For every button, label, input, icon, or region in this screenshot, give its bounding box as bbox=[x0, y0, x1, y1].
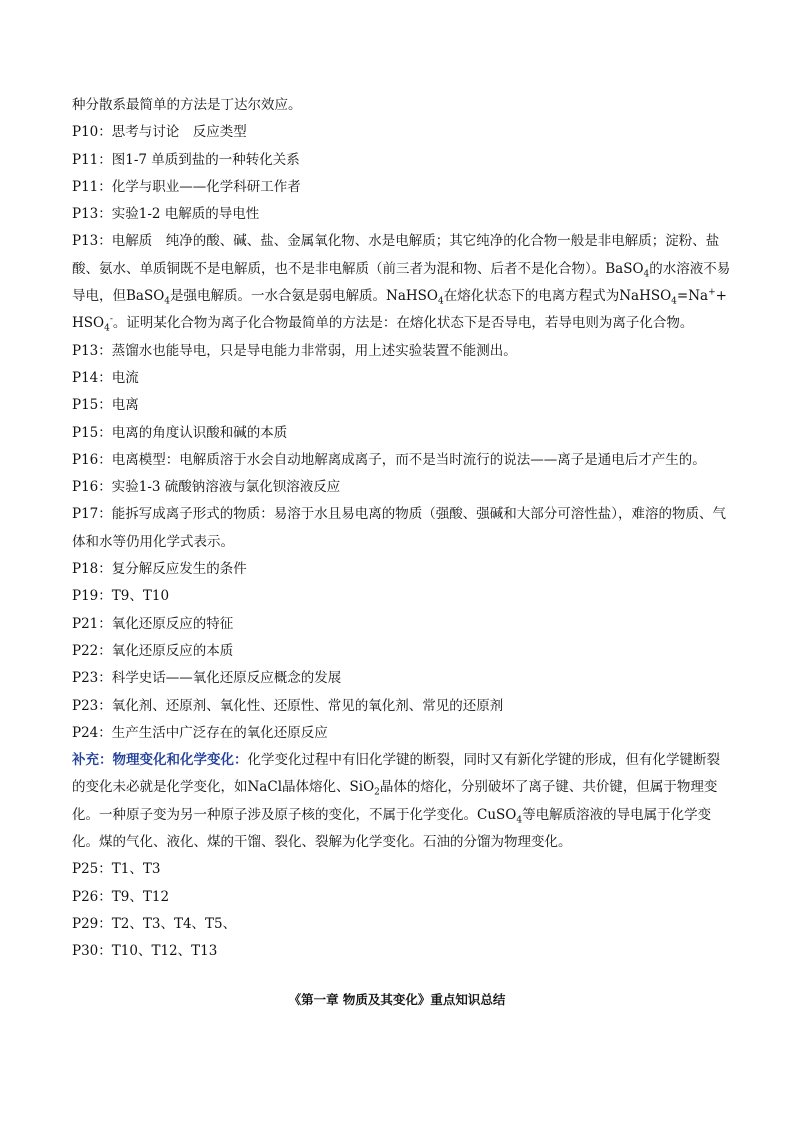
text-line: 种分散系最简单的方法是丁达尔效应。 bbox=[72, 97, 302, 113]
para-text: 是强电解质。一水合氨是弱电解质。NaHSO bbox=[170, 288, 438, 305]
electrolyte-paragraph bbox=[72, 228, 732, 337]
supplement-paragraph bbox=[72, 747, 732, 856]
text-line: P24：生产生活中广泛存在的氧化还原反应 bbox=[72, 724, 328, 741]
text-line: P22：氧化还原反应的本质 bbox=[72, 642, 234, 659]
text-line: P21：氧化还原反应的特征 bbox=[72, 615, 234, 632]
text-line: P23：氧化剂、还原剂、氧化性、还原性、常见的氧化剂、常见的还原剂 bbox=[72, 697, 504, 714]
subscript: 4 bbox=[643, 269, 650, 280]
text-line: P13：实验1-2 电解质的导电性 bbox=[72, 206, 260, 223]
text-line: P18：复分解反应发生的条件 bbox=[72, 561, 247, 578]
subscript: 4 bbox=[516, 815, 523, 826]
text-line: P11：图1-7 单质到盐的一种转化关系 bbox=[72, 151, 300, 168]
text-line: P29：T2、T3、T4、T5、 bbox=[72, 915, 237, 932]
subscript: 4 bbox=[104, 324, 110, 335]
document-body bbox=[72, 92, 732, 966]
text-line: P11：化学与职业——化学科研工作者 bbox=[72, 178, 301, 195]
para-text: 晶体的熔化，分别破坏了离子键、共价键，但属于物理变化。一种原子变为另一种原子涉及原子核的变化，不属于化学变化。CuSO bbox=[72, 779, 718, 823]
subscript: 4 bbox=[671, 296, 677, 307]
text-line: P26：T9、T12 bbox=[72, 888, 170, 905]
text-line: P30：T10、T12、T13 bbox=[72, 943, 218, 960]
superscript: + bbox=[708, 287, 716, 298]
para-text: 。证明某化合物为离子化合物最简单的方法是：在熔化状态下是否导电，若导电则为离子化合物。 bbox=[112, 315, 694, 332]
subscript: 2 bbox=[374, 788, 380, 799]
text-line: P10：思考与讨论 反应类型 bbox=[72, 124, 247, 141]
text-line: P19：T9、T10 bbox=[72, 588, 170, 605]
text-line: P13：蒸馏水也能导电，只是导电能力非常弱，用上述实验装置不能测出。 bbox=[72, 342, 517, 359]
text-line: P16：实验1-3 硫酸钠溶液与氯化钡溶液反应 bbox=[72, 479, 341, 496]
supplement-label: 补充：物理变化和化学变化： bbox=[72, 752, 248, 769]
text-line: P15：电离 bbox=[72, 397, 139, 414]
para-text: P13：电解质 纯净的酸、碱、盐、金属氧化物、水是电解质；其它纯净的化合物一般是非电解质；淀粉、盐酸、氨水、单质铜既不是电解质，也不是非电解质（前三者为混和物、后者不是化合物）。BaSO bbox=[72, 233, 720, 277]
para-text: 化学变化过程中有旧化学键的断裂，同时又有新化学键的形成，但有化学键断裂的变化未必就是化学变化，如NaCl晶体熔化、SiO bbox=[72, 752, 720, 796]
text-line: P23：科学史话——氧化还原反应概念的发展 bbox=[72, 670, 342, 687]
superscript: - bbox=[109, 314, 113, 325]
text-line: P16：电离模型：电解质溶于水会自动地解离成离子，而不是当时流行的说法——离子是通电后才产生的。 bbox=[72, 451, 706, 468]
para-text: 在熔化状态下的电离方程式为NaHSO bbox=[443, 288, 672, 305]
para-text: + HSO bbox=[72, 288, 727, 332]
para-text: 的水溶液不易导电，但BaSO bbox=[72, 260, 731, 305]
text-line: P17：能拆写成离子形式的物质：易溶于水且易电离的物质（强酸、强碱和大部分可溶性盐），难溶的物质、气体和水等仍用化学式表示。 bbox=[72, 506, 727, 550]
section-title: 《第一章 物质及其变化》重点知识总结 bbox=[288, 992, 506, 1007]
text-line: P25：T1、T3 bbox=[72, 861, 161, 878]
para-text: =Na bbox=[676, 288, 709, 305]
subscript: 4 bbox=[164, 296, 171, 307]
text-line: P14：电流 bbox=[72, 369, 139, 386]
text-line: P15：电离的角度认识酸和碱的本质 bbox=[72, 424, 288, 441]
para-text: 等电解质溶液的导电属于化学变化。煤的气化、液化、煤的干馏、裂化、裂解为化学变化。石油的分馏为物理变化。 bbox=[72, 806, 712, 851]
subscript: 4 bbox=[437, 296, 444, 307]
